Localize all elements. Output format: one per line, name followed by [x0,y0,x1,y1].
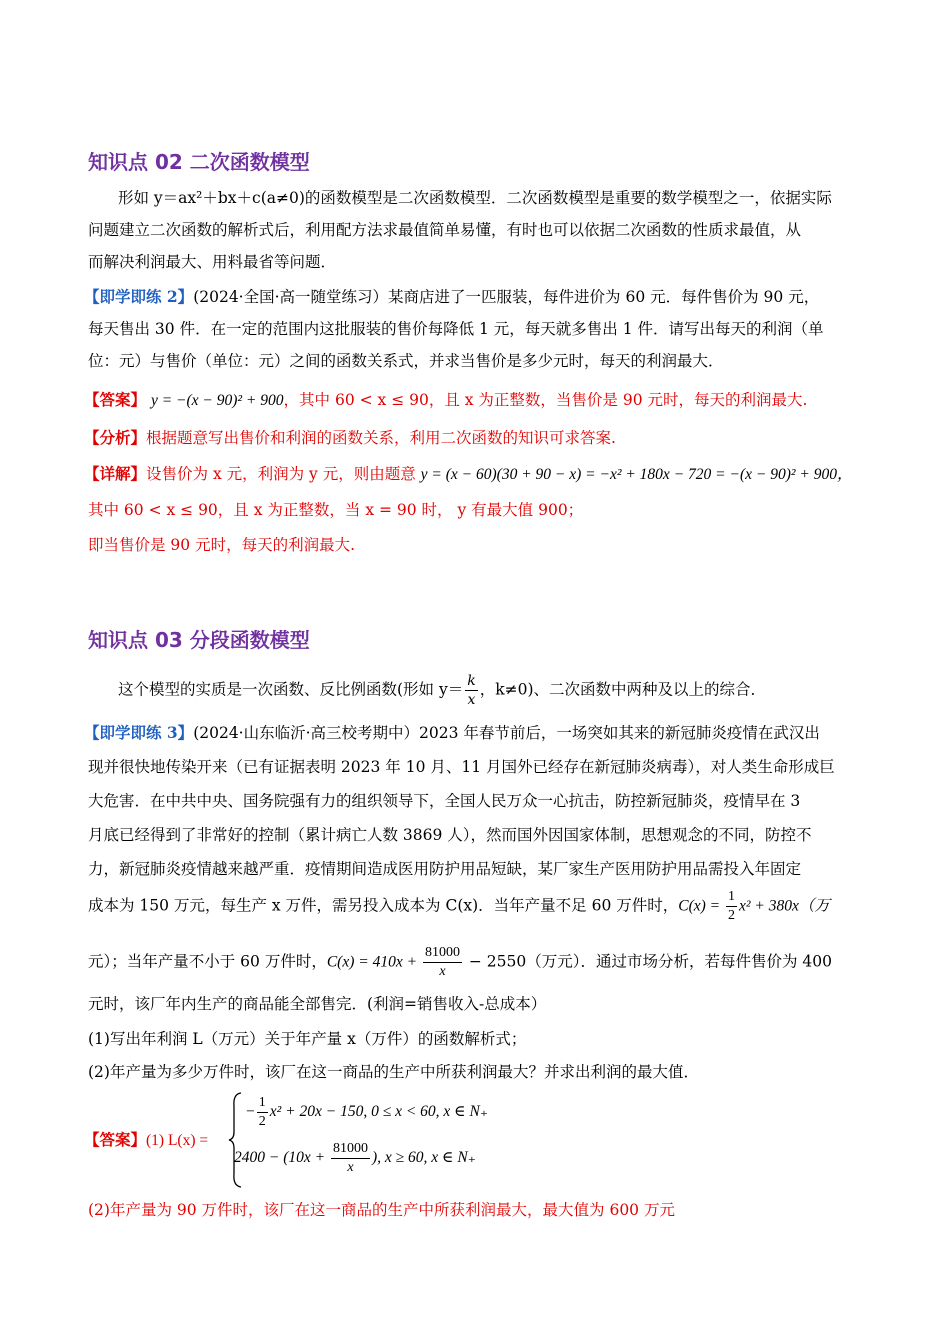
answer-2-text: ，其中 60 < x ≤ 90，且 x 为正整数，当售价是 90 元时，每天的利润最大. [283,391,808,409]
answer-3-part-2: (2)年产量为 90 万件时，该厂在这一商品的生产中所获利润最大，最大值为 600 万元 [88,1201,675,1219]
cost-fraction-num: 81000 [423,944,462,963]
cost-fraction [423,944,462,981]
exercise-2-line-2: 每天售出 30 件．在一定的范围内这批服装的售价每降低 1 元，每天就多售出 1 件．请写出每天的利润（单 [88,320,824,338]
k-over-x-fraction [465,672,477,709]
detail-2-tag: 【详解】 [84,464,147,483]
half-den: 2 [728,908,736,923]
analysis-2-text: 根据题意写出售价和利润的函数关系，利用二次函数的知识可求答案. [146,429,616,447]
cost-line-2 [88,944,832,981]
section-02-intro-line-2: 问题建立二次函数的解析式后，利用配方法求最值简单易懂，有时也可以依据二次函数的性质求最值，从 [88,221,802,239]
piece-2-pre: 2400 − (10x + [234,1149,329,1167]
cost-line-1 [88,888,830,925]
section-02-intro-line-1: 形如 y＝ax²＋bx＋c(a≠0)的函数模型是二次函数模型．二次函数模型是重要的数学模型之一，依据实际 [118,189,832,207]
cost-formula-1-rhs: x² + 380x（万 [739,897,830,915]
exercise-3-line-1 [84,721,820,743]
piece-1-den: 2 [258,1114,266,1129]
detail-2-line-3: 即当售价是 90 元时，每天的利润最大. [88,536,356,554]
cost-formula-1-lhs: C(x) = [678,897,725,915]
k-over-x-den: x [467,692,476,708]
piece-1-num: 1 [257,1094,268,1113]
detail-2-formula: y = (x − 60)(30 + 90 − x) = −x² + 180x − 720 = −(x − 90)² + 900， [420,466,853,483]
section-03-intro [118,672,766,709]
detail-2-line-2: 其中 60 < x ≤ 90，且 x 为正整数，当 x = 90 时， y 有最大值 900； [88,501,584,519]
piece-1-fraction [257,1094,268,1131]
piece-1-post: x² + 20x − 150, 0 ≤ x < 60, x ∈ N₊ [269,1103,489,1121]
piecewise-case-1 [246,1094,488,1131]
piece-2-num: 81000 [331,1140,370,1159]
answer-3-label [84,1128,208,1150]
exercise-2-line-3: 位：元）与售价（单位：元）之间的函数关系式，并求当售价是多少元时，每天的利润最大． [88,352,724,370]
section-03-intro-pre: 这个模型的实质是一次函数、反比例函数(形如 y＝ [118,680,464,699]
question-2: (2)年产量为多少万件时，该厂在这一商品的生产中所获利润最大？并求出利润的最大值． [88,1063,699,1081]
k-over-x-num: k [467,673,476,689]
section-03-intro-post: ，k≠0)、二次函数中两种及以上的综合． [479,680,767,699]
answer-3-tag: 【答案】 [84,1130,147,1149]
section-02-intro-line-3: 而解决利润最大、用料最省等问题． [88,253,337,271]
answer-3-part1-label: (1) L(x) = [146,1132,209,1149]
cost-line-1-text: 成本为 150 万元，每生产 x 万件，需另投入成本为 C(x)．当年产量不足 60 万件时， [88,896,679,915]
exercise-2-text-1: (2024·全国·高一随堂练习）某商店进了一匹服装，每件进价为 60 元．每件售价为 90 元， [193,288,820,306]
piece-2-fraction [331,1140,370,1177]
half-fraction [726,888,737,925]
exercise-2-line-1 [84,285,819,307]
cost-fraction-den: x [439,964,446,979]
exercise-2-tag: 【即学即练 2】 [84,287,194,306]
analysis-2-line [84,426,616,448]
piece-2-post: ), x ≥ 60, x ∈ N₊ [371,1149,476,1167]
exercise-3-text-1: (2024·山东临沂·高三校考期中）2023 年春节前后，一场突如其来的新冠肺炎疫情在武汉出 [193,724,820,742]
exercise-3-line-2: 现并很快地传染开来（已有证据表明 2023 年 10 月、11 月国外已经存在新冠肺炎病毒），对人类生命形成巨 [88,758,835,776]
piece-1-pre: − [246,1103,255,1121]
section-03-heading: 知识点 03 分段函数模型 [88,628,310,652]
analysis-2-tag: 【分析】 [84,428,147,447]
answer-2-formula: y = −(x − 90)² + 900 [150,392,284,409]
exercise-3-line-3: 大危害．在中共中央、国务院强有力的组织领导下，全国人民万众一心抗击，防控新冠肺炎，疫情早在 3 [88,792,801,810]
exercise-3-line-5: 力，新冠肺炎疫情越来越严重．疫情期间造成医用防护用品短缺，某厂家生产医用防护用品需投入年固定 [88,860,802,878]
question-1: (1)写出年利润 L（万元）关于年产量 x（万件）的函数解析式； [88,1030,527,1048]
cost-formula-2-rhs: − 2550（万元）．通过市场分析，若每件售价为 400 [463,952,832,971]
cost-formula-2-lhs: C(x) = 410x + [326,953,421,971]
exercise-3-line-4: 月底已经得到了非常好的控制（累计病亡人数 3869 人），然而国外因国家体制，思想观念的不同，防控不 [88,826,812,844]
section-02-heading: 知识点 02 二次函数模型 [88,150,310,174]
answer-2-line [84,388,807,410]
piece-2-den: x [347,1160,354,1175]
sale-line: 元时，该厂年内生产的商品能全部售完．(利润=销售收入-总成本） [88,995,547,1013]
half-num: 1 [726,888,737,907]
answer-2-tag: 【答案】 [84,390,147,409]
cost-line-2-text: 元）；当年产量不小于 60 万件时， [88,952,327,971]
detail-2-line-1 [84,462,852,484]
exercise-3-tag: 【即学即练 3】 [84,723,194,742]
detail-2-text-1: 设售价为 x 元，利润为 y 元，则由题意 [146,465,421,483]
piecewise-case-2 [234,1140,476,1177]
